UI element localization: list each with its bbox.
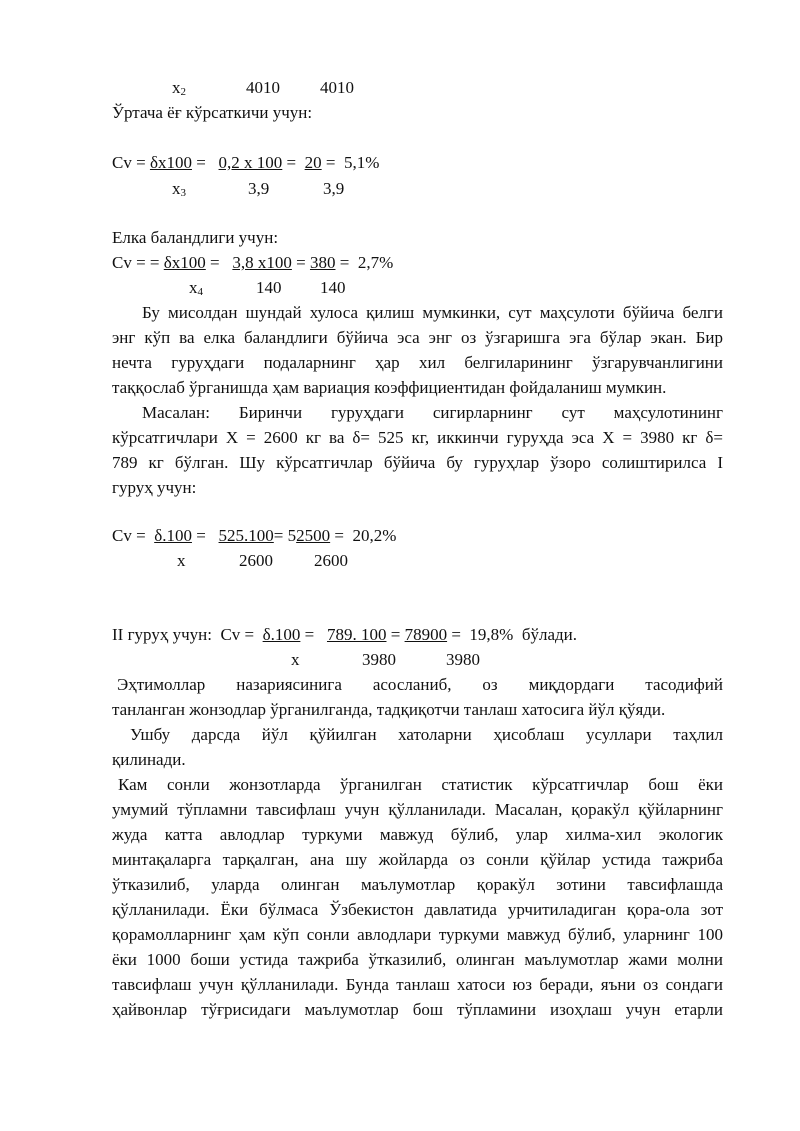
formula-4: Cv = δ.100 = 525.100= 52500 = 20,2% (112, 526, 397, 545)
formula-3-denominator-b: 140 (320, 278, 346, 297)
formula-3: Cv = = δx100 = 3,8 х100 = 380 = 2,7% (112, 253, 394, 272)
formula-5: II гуруҳ учун: Cv = δ.100 = 789. 100 = 78900 = 19,8% бўлади. (112, 625, 578, 644)
formula-2-denominator-a: 3,9 (248, 179, 270, 198)
formula-5-denominator-a: 3980 (362, 650, 396, 669)
formula-2: Cv = δx100 = 0,2 х 100 = 20 = 5,1% (112, 153, 380, 172)
formula-1-denominator-a: 4010 (246, 78, 280, 97)
formula-4-denominator-a: 2600 (239, 551, 273, 570)
formula-1-denominator: $x_2$ (172, 78, 186, 98)
formula-2-denominator-b: 3,9 (323, 179, 345, 198)
shoulder-heading: Елка баландлиги учун: (112, 228, 279, 247)
formula-3-denominator: $x_4$ (189, 278, 203, 298)
formula-2-denominator: $x_3$ (172, 179, 186, 199)
formula-4-denominator-b: 2600 (314, 551, 348, 570)
formula-3-denominator-a: 140 (256, 278, 282, 297)
formula-1-denominator-b: 4010 (320, 78, 354, 97)
formula-5-denominator: x (291, 650, 300, 669)
formula-5-denominator-b: 3980 (446, 650, 480, 669)
fat-heading: Ўртача ёғ кўрсаткичи учун: (112, 103, 313, 122)
formula-4-denominator: x (177, 551, 186, 570)
